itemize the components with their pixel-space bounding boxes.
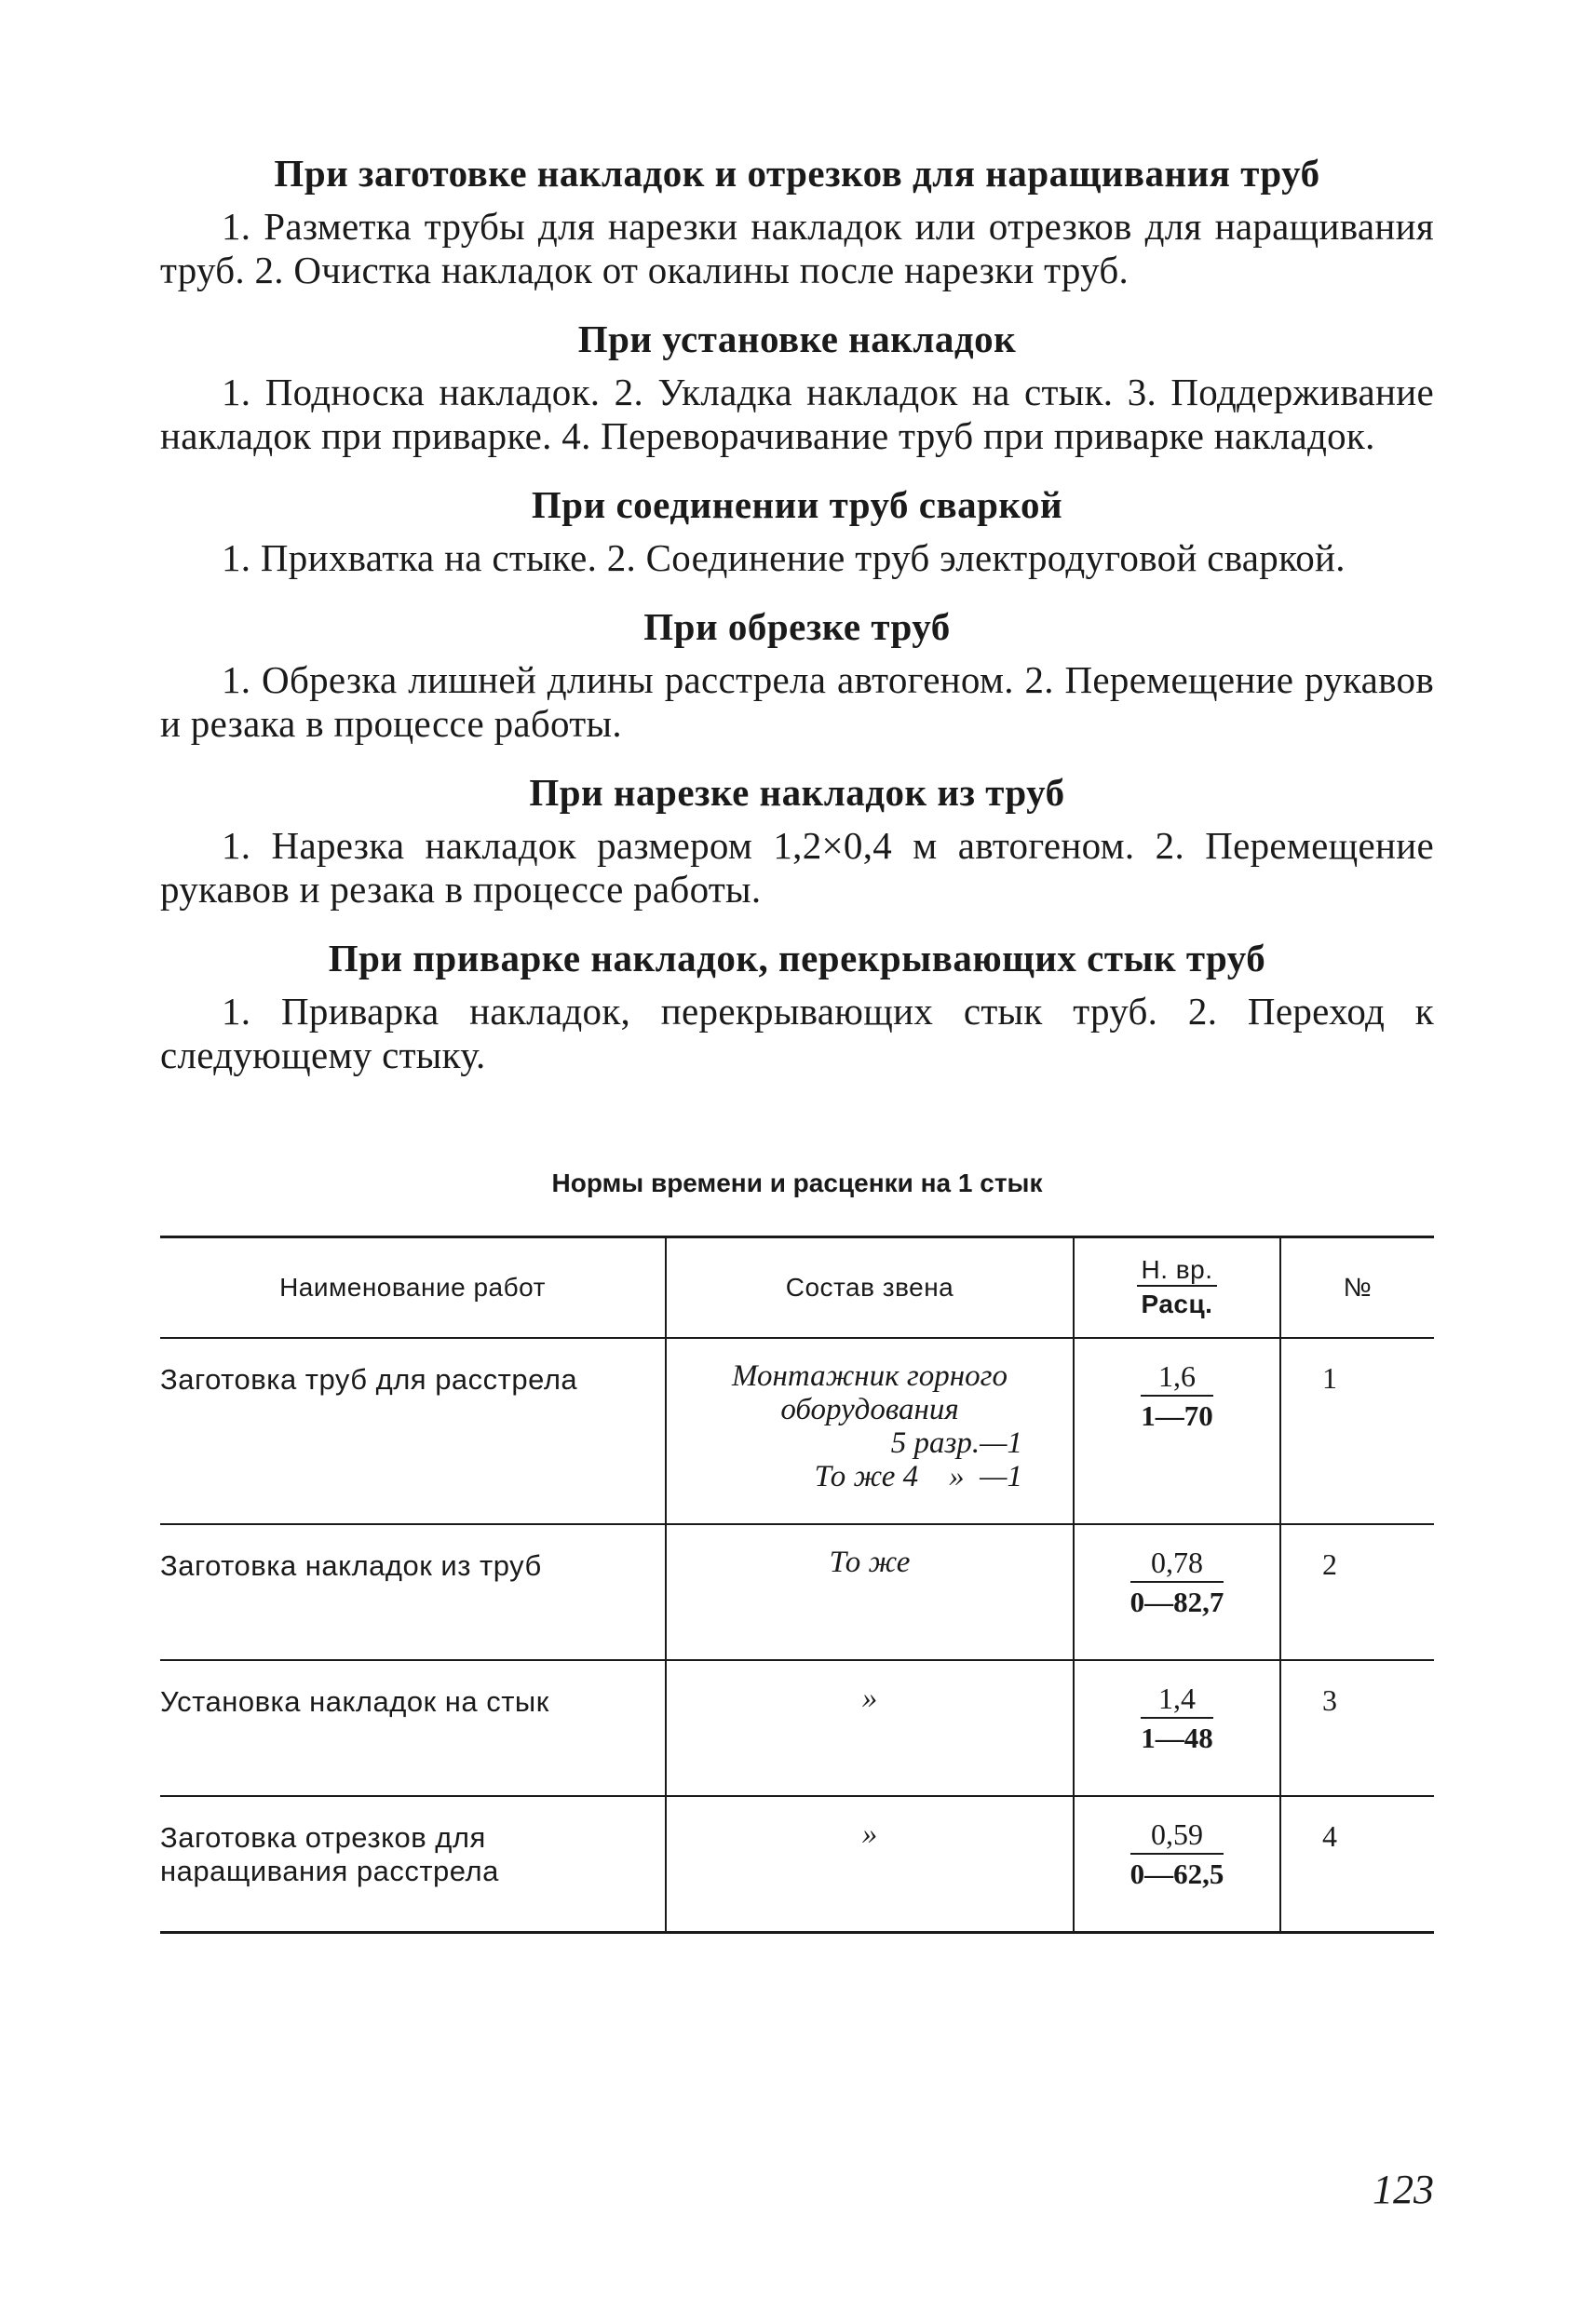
row-crew xyxy=(666,1338,1074,1524)
norms-table xyxy=(160,1236,1434,1934)
page-number: 123 xyxy=(1373,2167,1434,2212)
rate-fraction xyxy=(1141,1682,1213,1756)
table-row xyxy=(160,1338,1434,1524)
row-rate xyxy=(1074,1660,1280,1796)
section-text: 1. Приварка накладок, перекрывающих стык труб. 2. Переход к следующему стыку. xyxy=(160,990,1434,1076)
row-num: 2 xyxy=(1280,1524,1434,1660)
row-name: Заготовка отрезков для наращивания расстрела xyxy=(160,1796,666,1933)
page-content xyxy=(160,149,1434,1934)
rate-fraction xyxy=(1141,1359,1213,1434)
row-price: 1—70 xyxy=(1141,1399,1213,1432)
row-price: 1—48 xyxy=(1141,1722,1213,1754)
header-rate xyxy=(1074,1237,1280,1339)
table-row xyxy=(160,1796,1434,1933)
row-time: 1,6 xyxy=(1141,1359,1213,1397)
section-heading: При нарезке накладок из труб xyxy=(529,771,1065,814)
rate-fraction xyxy=(1130,1546,1224,1620)
row-crew: » xyxy=(666,1660,1074,1796)
header-name: Наименование работ xyxy=(160,1237,666,1339)
header-num: № xyxy=(1280,1237,1434,1339)
row-rate xyxy=(1074,1524,1280,1660)
row-rate xyxy=(1074,1796,1280,1933)
section-heading: При установке накладок xyxy=(577,317,1017,360)
row-crew: То же xyxy=(666,1524,1074,1660)
row-crew: » xyxy=(666,1796,1074,1933)
header-rate-price: Расц. xyxy=(1141,1290,1213,1318)
crew-line: Монтажник горного xyxy=(731,1359,1008,1393)
section-text: 1. Разметка трубы для нарезки накладок или отрезков для наращивания труб. 2. Очистка накладок от окалины после нарезки труб. xyxy=(160,205,1434,291)
row-num: 3 xyxy=(1280,1660,1434,1796)
section-heading: При приварке накладок, перекрывающих стык труб xyxy=(328,937,1266,979)
rate-fraction xyxy=(1137,1255,1216,1320)
table-header-row xyxy=(160,1237,1434,1339)
section-heading: При заготовке накладок и отрезков для наращивания труб xyxy=(274,152,1320,195)
section-text: 1. Обрезка лишней длины расстрела автогеном. 2. Перемещение рукавов и резака в процессе работы. xyxy=(160,658,1434,745)
row-name: Заготовка труб для расстрела xyxy=(160,1338,666,1524)
section-text: 1. Нарезка накладок размером 1,2×0,4 м автогеном. 2. Перемещение рукавов и резака в процессе работы. xyxy=(160,824,1434,911)
row-name: Заготовка накладок из труб xyxy=(160,1524,666,1660)
row-price: 0—62,5 xyxy=(1129,1857,1224,1890)
crew-line: То же 4 » —1 xyxy=(814,1460,1022,1493)
row-num: 1 xyxy=(1280,1338,1434,1524)
row-num: 4 xyxy=(1280,1796,1434,1933)
table-row xyxy=(160,1524,1434,1660)
row-time: 1,4 xyxy=(1141,1682,1213,1719)
section-heading: При обрезке труб xyxy=(643,605,951,648)
crew-line: 5 разр.—1 xyxy=(890,1426,1022,1460)
row-rate xyxy=(1074,1338,1280,1524)
header-crew: Состав звена xyxy=(666,1237,1074,1339)
row-time: 0,59 xyxy=(1130,1817,1224,1855)
section-text: 1. Прихватка на стыке. 2. Соединение труб электродуговой сваркой. xyxy=(222,536,1346,579)
rate-fraction xyxy=(1130,1817,1224,1892)
section-text: 1. Подноска накладок. 2. Укладка накладок на стык. 3. Поддерживание накладок при приварке. 4. Переворачивание труб при приварке накладок. xyxy=(160,371,1434,457)
table-title: Нормы времени и расценки на 1 стык xyxy=(551,1169,1043,1197)
crew-line: оборудования xyxy=(780,1393,959,1426)
section-heading: При соединении труб сваркой xyxy=(531,483,1063,526)
table-row xyxy=(160,1660,1434,1796)
row-name: Установка накладок на стык xyxy=(160,1660,666,1796)
header-rate-time: Н. вр. xyxy=(1137,1255,1216,1287)
row-price: 0—82,7 xyxy=(1129,1586,1224,1618)
row-time: 0,78 xyxy=(1130,1546,1224,1583)
